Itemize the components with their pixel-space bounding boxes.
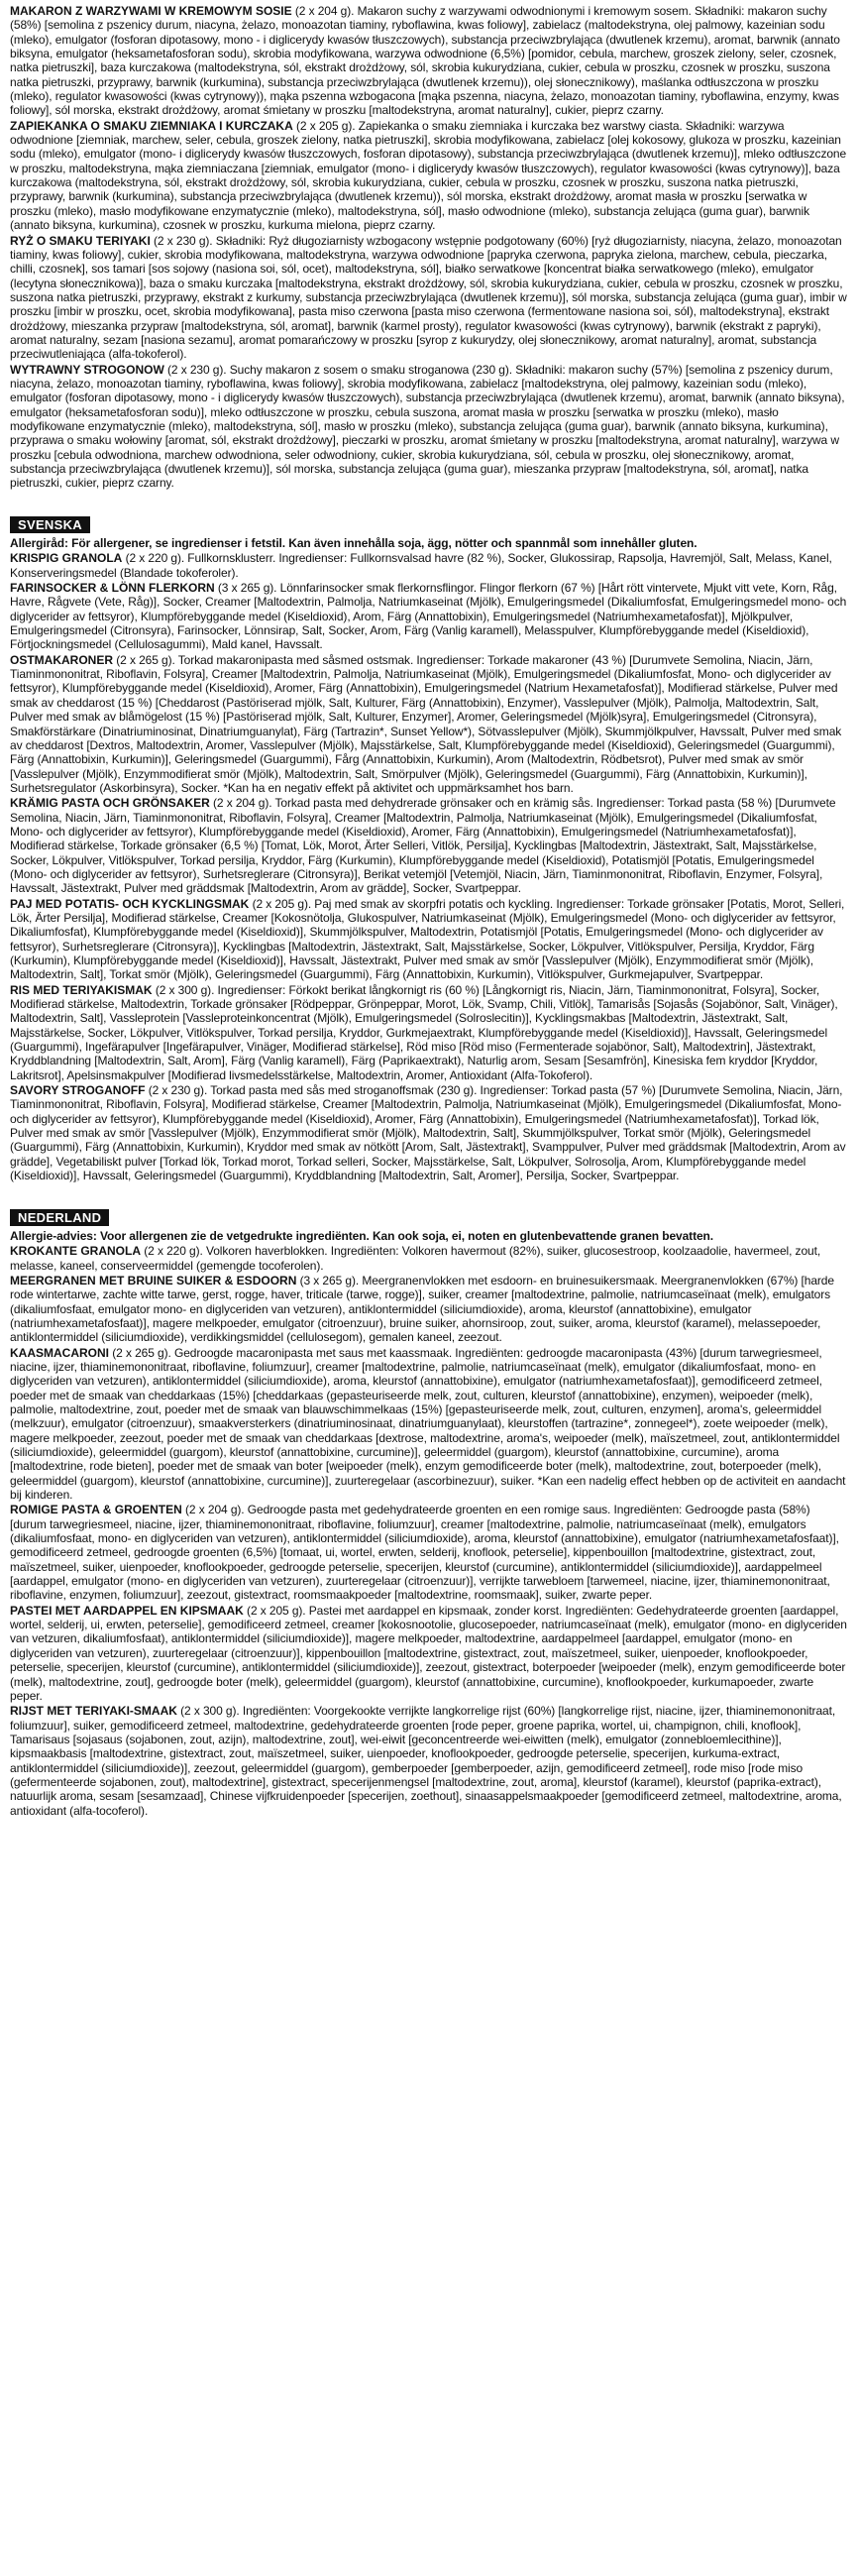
product-ingredients: (2 x 300 g). Ingredienser: Förkokt berikat långkornigt ris (60 %) [Långkornigt ris, Niacin, Järn, Tiaminmononitrat, Folsyra], Socker, Modifierad stärkelse, Maltodextrin, Torkade grönsaker [Rödpeppar, Grönpeppar, Morot, Lök, Svamp, Chili, Vitlök], Tamarisås [Sojasås (Sojabönor, Salt, Vinäger), Maltodextrin, Salt], Vassleprotein [Vassleproteinkoncentrat (Mjölk), Emulgeringsmedel (Solroslecitin)], Kycklingsmakbas [Maltodextrin, Jästextrakt, Salt, Majsstärkelse, Socker, Lökpulver, Vitlökspulver, Torkad persilja, Kryddor, Gurkmejaextrakt, Klumpförebyggande medel (Kiseldioxid)], Havssalt, Geleringsmedel (Guargummi), Ingefärapulver [Ingefärapulver, Vinäger, Modifierad stärkelse], Röd miso [Röd miso (Fermenterade sojabönor, Salt), Maltodextrin], Jästextrakt, Kryddblandning [Maltodextrin, Salt, Arom], Färg (Vanlig karamell), Färg (Paprikaextrakt), Naturlig arom, Sesam [Sesamfrön], Kinesiska fem kryddor [Kryddor, Lakritsrot], Apelsinsmakpulver [Modifierad livsmedelsstärkelse, Maltodextrin, Aromer, Antioxidant (Alfa-Tokoferol). xyxy=(10,982,838,1082)
product-entry xyxy=(10,653,849,795)
product-name: WYTRAWNY STROGONOW xyxy=(10,362,164,377)
product-name: RIJST MET TERIYAKI-SMAAK xyxy=(10,1704,177,1719)
product-entry xyxy=(10,119,849,233)
product-name: OSTMAKARONER xyxy=(10,652,113,667)
product-entry xyxy=(10,581,849,652)
product-entry xyxy=(10,1604,849,1703)
product-name: MEERGRANEN MET BRUINE SUIKER & ESDOORN xyxy=(10,1273,297,1288)
product-ingredients: (2 x 204 g). Makaron suchy z warzywami odwodnionymi i kremowym sosem. Składniki: makaron suchy (58%) [semolina z pszenicy durum, niacyna, żelazo, monoazotan tiaminy, ryboflawina, kwas foliowy], zabielacz (maltodekstryna, olej palmowy, kazeinian sodu (mleko), emulgator (fosforan dipotasowy, mono - i diglicerydy kwasów tłuszczowych), substancja przeciwzbrylająca (dwutlenek krzemu), aromat, barwnik (annato biksyna, emulgator (heksametafosforan sodu), skrobia modyfikowana, warzywa odwodnione (6,5%) [pomidor, cebula, marchew, groszek zielony, seler, czosnek, natka pietruszki], baza kurczakowa (maltodekstryna, sól, ekstrakt drożdżowy, sól, skrobia kukurydziana, cukier, cebula w proszku, czosnek w proszku, suszona natka pietruszki, przyprawy, barwnik (kurkumina), substancja przeciwzbrylająca (dwutlenek krzemu)), olej słonecznikowy), maślanka odtłuszczona w proszku (mleko), regulator kwasowości (kwas cytrynowy)), mąka pszenna wzbogacona [mąka pszenna, niacyna, żelazo, monoazotan tiaminy, ryboflawina, enzymy, kwas foliowy], sól morska, ekstrakt drożdżowy, aromat śmietany w proszku [maltodekstryna, aromat naturalny], cukier, pieprz czarny. xyxy=(10,4,840,118)
product-entry xyxy=(10,796,849,895)
product-entry xyxy=(10,983,849,1082)
product-ingredients: (2 x 230 g). Suchy makaron z sosem o smaku stroganowa (230 g). Składniki: makaron suchy (57%) [semolina z pszenicy durum, niacyna, żelazo, monoazotan tiaminy, ryboflawina, kwas foliowy], skrobia modyfikowana, zabielacz [maltodekstryna, olej palmowy, kazeinian sodu (mleko), emulgator (fosforan dipotasowy, mono - i diglicerydy kwasów tłuszczowych), substancja przeciwzbrylająca (dwutlenek krzemu), aromat, barwnik (annato biksyna), emulgator (heksametafosforan sodu)], mleko odtłuszczone w proszku, cebula suszona, aromat masła w proszku [serwatka w proszku (mleko), masło modyfikowane enzymatycznie (mleko), maltodekstryna, sól], masło w proszku (mleko), substancja zelująca (guma guar), barwnik (annato biksyna, kurkumina), przyprawa o smaku wołowiny [aromat, sól, ekstrakt drożdżowy], pieczarki w proszku, aromat śmietany w proszku [maltodekstryna, aromat naturalny], warzywa w proszku [cebula odwodniona, marchew odwodniona, seler odwodniony, cukier, skrobia kukurydziana, sól, cebula w proszku, olej słonecznikowy, aromat, substancja przeciwzbrylająca (dwutlenek krzemu)], sól morska, substancja zelująca (guma guar), mieszanka przypraw [maltodekstryna, sól, aromat], natka pietruszki, cukier, pieprz czarny. xyxy=(10,362,845,491)
product-name: SAVORY STROGANOFF xyxy=(10,1083,146,1098)
product-ingredients: (2 x 205 g). Pastei met aardappel en kipsmaak, zonder korst. Ingrediënten: Gedehydrateerde groenten [aardappel, wortel, selderij, ui, erwten, peterselie], gemodificeerd zetmeel, creamer [kokosnootolie, glucosepoeder, natriumcaseïnaat (melk), emulgator (mono- en diglyceriden van vetzuren, dikaliumfosfaat), antiklontermiddel (siliciumdioxide)], magere melkpoeder, maltodextrine, aardappelmeel [aardappel, emulgator (mono- en diglyceriden van vetzuren), zuurteregelaar (citroenzuur)], kippenbouillon [maltodextrine, gistextract, zout, maïszetmeel, suiker, uienpoeder, knoflookpoeder, peterselie, specerijen, kleurstof (curcumine), antiklontermiddel (siliciumdioxide)], zeezout, gistextract, boterpoeder [weipoeder (melk), enzym gemodificeerde boter (melk), maltodextrine, zout], gedroogde boter (melk), geleermiddel (guargom), kleurstof (annattobixine, curcumine), knoflookpoeder, kurkumapoeder, zwarte peper. xyxy=(10,1603,847,1703)
section-swedish xyxy=(10,512,849,1183)
product-entry xyxy=(10,363,849,491)
product-entry xyxy=(10,234,849,362)
product-name: KROKANTE GRANOLA xyxy=(10,1244,141,1259)
product-entry xyxy=(10,1503,849,1602)
product-name: PASTEI MET AARDAPPEL EN KIPSMAAK xyxy=(10,1603,244,1618)
language-header: NEDERLAND xyxy=(10,1209,109,1226)
product-ingredients: (3 x 265 g). Lönnfarinsocker smak flerkornsflingor. Flingor flerkorn (67 %) [Hårt rött vintervete, Mjukt vitt vete, Korn, Råg, Havre, Rågvete (Vete, Råg)], Socker, Creamer [Maltodextrin, Palmolja, Natriumkaseinat (Mjölk), Emulgeringsmedel (Dikaliumfosfat, Emulgeringsmedel mono- och diglycerider av fettsyror), Klumpförebyggande medel (Kiseldioxid), Arom, Färg (Annattobixin), Emulgeringsmedel (Natriumhexametafosfat)], Mjölkpulver, Emulgeringsmedel (Citronsyra), Farinsocker, Lönnsirap, Salt, Socker, Arom, Färg (Vanlig karamell), Melasspulver, Klumpförebyggande medel (Kiseldioxid), Förtjockningsmedel (Cellulosagummi), Mald kanel, Havssalt. xyxy=(10,581,847,652)
product-name: ROMIGE PASTA & GROENTEN xyxy=(10,1503,182,1517)
product-ingredients: (2 x 205 g). Paj med smak av skorpfri potatis och kyckling. Ingredienser: Torkade grönsaker [Potatis, Morot, Selleri, Lök, Ärter Persilja], Modifierad stärkelse, Creamer [Kokosnötolja, Glukospulver, Natriumkaseinat (Mjölk), Emulgeringsmedel (Mono- och diglycerider av fettsyror, Dikaliumfosfat), Klumpförebyggande medel (Kiseldioxid)], Skummjölkspulver, Maltodextrin, Potatismjöl [Potatis, Emulgeringsmedel (Mono- och diglycerider av fettsyror), Surhetsreglerare (Citronsyra)], Kycklingbas [Maltodextrin, Jästextrakt, Salt, Majsstärkelse, Socker, Lökpulver, Vitlökspulver, Persilja, Kryddor, Färg (Kurkumin), Klumpförebyggande medel (Kiseldioxid)], Havssalt, Jästextrakt, Pulver med smak av smör [Vasslepulver (Mjölk), Enzymmodifierat smör (Mjölk), Maltodextrin, Salt], Torkat smör (Mjölk), Geleringsmedel (Guargummi), Färg (Annattobixin, Kurkumin), Vitlökspulver, Gurkmejapulver, Svartpeppar. xyxy=(10,896,845,982)
section-polish xyxy=(10,4,849,491)
product-name: ZAPIEKANKA O SMAKU ZIEMNIAKA I KURCZAKA xyxy=(10,118,293,133)
product-entry xyxy=(10,1244,849,1273)
product-entry xyxy=(10,551,849,580)
product-entry xyxy=(10,897,849,982)
product-ingredients: (2 x 204 g). Torkad pasta med dehydrerade grönsaker och en krämig sås. Ingredienser: Torkad pasta (58 %) [Durumvete Semolina, Niacin, Järn, Tiaminmononitrat, Riboflavin, Folsyra], Creamer [Maltodextrin, Palmolja, Natriumkaseinat (Mjölk), Emulgeringsmedel (Dikaliumfosfat, Mono- och diglycerider av fettsyror), Klumpförebyggande medel (Kiseldioxid), Aromer, Färg (Annattobixin), Emulgeringsmedel (Natriumhexametafosfat)], Modifierad stärkelse, Torkade grönsaker (6,5 %) [Tomat, Lök, Morot, Ärter Selleri, Vitlök, Persilja], Kycklingbas [Maltodextrin, Jästextrakt, Salt, Majsstärkelse, Socker, Lökpulver, Vitlökspulver, Torkad persilja, Kryddor, Färg (Kurkumin), Klumpförebyggande medel (Kiseldioxid), Potatismjöl [Potatis, Emulgeringsmedel (Mono- och diglycerider av fettsyror), Surhetsreglerare (Citronsyra)], Berikat vetemjöl [Vetemjöl, Niacin, Järn, Tiaminmononitrat, Riboflavin, Enzymer, Folsyra], Havssalt, Jästextrakt, Pulver med gräddsmak [Maltodextrin, Arom av grädde], Socker, Svartpeppar. xyxy=(10,796,836,896)
product-entry xyxy=(10,1083,849,1182)
product-name: KRÄMIG PASTA OCH GRÖNSAKER xyxy=(10,796,210,811)
product-name: PAJ MED POTATIS- OCH KYCKLINGSMAK xyxy=(10,896,250,911)
product-name: RYŻ O SMAKU TERIYAKI xyxy=(10,233,151,248)
product-name: RIS MED TERIYAKISMAK xyxy=(10,982,153,997)
allergy-advice: Allergie-advies: Voor allergenen zie de vetgedrukte ingrediënten. Kan ook soja, ei, noten en glutenbevattende granen bevatten. xyxy=(10,1228,714,1243)
product-entry xyxy=(10,1274,849,1345)
product-ingredients: (2 x 220 g). Fullkornsklusterr. Ingredienser: Fullkornsvalsad havre (82 %), Socker, Glukossirap, Rapsolja, Havremjöl, Salt, Melass, Kanel, Konserveringsmedel (Blandade tokoferoler). xyxy=(10,551,832,580)
product-ingredients: (2 x 230 g). Torkad pasta med sås med stroganoffsmak (230 g). Ingredienser: Torkad pasta (57 %) [Durumvete Semolina, Niacin, Järn, Tiaminmononitrat, Riboflavin, Folsyra], Modifierad stärkelse, Creamer [Maltodextrin, Palmolja, Natriumkaseinat (Mjölk), Emulgeringsmedel (Dikaliumfosfat, Mono- och diglycerider av fettsyror), Klumpförebyggande medel (Kiseldioxid), Aromer, Färg (Annattobixin), Emulgeringsmedel (Natriumhexametafosfat)], Torkad lök, Pulver med smak av smör [Vasslepulver (Mjölk), Enzymmodifierat smör (Mjölk), Maltodextrin, Salt], Skummjölkspulver, Torkat smör (Mjölk), Geleringsmedel (Guargummi), Färg (Annattobixin, Kurkumin), Kryddor med smak av nötkött [Arom, Salt, Jästextrakt], Svamppulver, Pulver med gräddsmak [Maltodextrin, Arom av grädde], Vegetabiliskt pulver [Torkad lök, Torkad morot, Torkad selleri, Socker, Majsstärkelse, Salt, Lökpulver, Solrosolja, Arom, Klumpförebyggande medel (Kiseldioxid)], Havssalt, Geleringsmedel (Guargummi), Kryddblandning [Maltodextrin, Salt, Aromer], Persilja, Socker, Svartpeppar. xyxy=(10,1083,846,1183)
product-name: KRISPIG GRANOLA xyxy=(10,551,123,566)
product-ingredients: (2 x 265 g). Gedroogde macaronipasta met saus met kaassmaak. Ingrediënten: gedroogde macaronipasta (43%) [durum tarwegriesmeel, niacine, ijzer, thiaminemononitraat, riboflavine, foliumzuur], creamer [maltodextrine, palmolie, natriumcaseïnaat (melk), emulgator (dikaliumfosfaat, mono- en diglyceriden van vetzuren), antiklontermiddel (siliciumdioxide), aroma, kleurstof (annattobixine), emulgator (natriumhexametafosfaat)], gemodificeerd zetmeel, poeder met de smaak van cheddarkaas (15%) [cheddarkaas (gepasteuriseerde melk, zout, culturen, kleurstof (annattobixine), enzymen), weipoeder (melk), palmolie, maltodextrine, zout, poeder met de smaak van blauwschimmelkaas (15%) [gepasteuriseerde melk, zout, culturen, enzymen], aroma's, geleermiddel (melkzuur), emulgator (citroenzuur), smaakversterkers (dinatriuminosinaat, dinatriumguanylaat), kleurstoffen (tartrazine*, zonnegeel*), zoete weipoeder (melk), magere melkpoeder, zeezout, poeder met de smaak van cheddarkaas [dextrose, maltodextrine, aroma's, weipoeder (melk), maïszetmeel, zout, antiklontermiddel (siliciumdioxide), geleermiddel (guargom), kleurstof (annattobixine, curcumine)], geleermiddel (guargom), kleurstof (annattobixine, curcumine), aroma [maltodextrine, rode bieten], poeder met de smaak van boter [weipoeder (melk), enzym gemodificeerde boter (melk), maltodextrine, zout, boterpoeder (melk), geleermiddel (guargom), kleurstof (annattobixine, curcumine)], zuurteregelaar (ascorbinezuur), suiker. *Kan een nadelig effect hebben op de activiteit en aandacht bij kinderen. xyxy=(10,1345,846,1503)
product-name: FARINSOCKER & LÖNN FLERKORN xyxy=(10,581,215,596)
product-ingredients: (2 x 265 g). Torkad makaronipasta med såsmed ostsmak. Ingredienser: Torkade makaroner (43 %) [Durumvete Semolina, Niacin, Järn, Tiaminmononitrat, Riboflavin, Folsyra], Creamer [Maltodextrin, Palmolja, Natriumkaseinat (Mjölk), Emulgeringsmedel (Dikaliumfosfat, Mono- och diglycerider av fettsyror), Klumpförebyggande medel (Kiseldioxid), Aromer, Färg (Annattobixin), Emulgeringsmedel (Natrium Hexametafosfat)], Modifierad stärkelse, Pulver med smak av cheddarost (15 %) [Cheddarost (Pastöriserad mjölk, Salt, Kulturer, Färg (Annattobixin), Enzymer), Vasslepulver (Mjölk), Palmolja, Maltodextrin, Salt, Pulver med smak av blåmögelost (15 %) [Pastöriserad mjölk, Salt, Kulturer, Enzymer], Aromer, Geleringsmedel (Mjölk)syra], Emulgeringsmedel (Citronsyra), Smakförstärkare (Dinatriuminosinat, Dinatriumguanylat), Färg (Tartrazin*, Sunset Yellow*), Sötvasslepulver (Mjölk), Skummjölkpulver, Havssalt, Pulver med smak av cheddarost [Dextros, Maltodextrin, Aromer, Vasslepulver (Mjölk), Majsstärkelse, Salt, Klumpförebyggande medel (Kiseldioxid), Geleringsmedel (Guargummi), Färg (Annattobixin, Kurkumin)], Geleringsmedel (Guargummi), Fårg (Annattobixin, Kurkumin), Arom (Maltodextrin, Rödbetsrot), Pulver med smak av smör [Vasslepulver (Mjölk), Enzymmodifierat smör (Mjölk), Maltodextrin, Salt, Smörpulver (Mjölk), Geleringsmedel (Guargummi), Färg (Annattobixin, Kurkumin)], Surhetsregulator (Askorbinsyra), Socker. *Kan ha en negativ effekt på aktivitet och uppmärksamhet hos barn. xyxy=(10,652,842,795)
product-ingredients: (2 x 220 g). Volkoren haverblokken. Ingrediënten: Volkoren havermout (82%), suiker, glucosestroop, koolzaadolie, havermeel, zout, melasse, kaneel, conserveermiddel (gemengde tocoferolen). xyxy=(10,1244,821,1273)
product-name: MAKARON Z WARZYWAMI W KREMOWYM SOSIE xyxy=(10,4,292,18)
product-entry xyxy=(10,1346,849,1503)
product-ingredients: (2 x 204 g). Gedroogde pasta met gedehydrateerde groenten en een romige saus. Ingrediënten: Gedroogde pasta (58%) [durum tarwegriesmeel, niacine, ijzer, thiaminemononitraat, riboflavine, foliumzuur], creamer [maltodextrine, palmolie, natriumcaseïnaat (melk), emulgators (dikaliumfosfaat, mono- en diglyceriden van vetzuren), antiklontermiddel (siliciumdioxide), aroma, kleurstof (annattobixine), emulgator (natriumhexametafosfaat)], gemodificeerd zetmeel, gedroogde groenten (6,5%) [tomaat, ui, wortel, erwten, selderij, knoflook, peterselie], kippenbouillon [maltodextrine, gistextract, zout, maïszetmeel, suiker, uienpoeder, knoflookpoeder, gedroogde peterselie, specerijen, kleurstof (curcumine), antiklontermiddel (siliciumdioxide)], aardappelmeel [aardappel, emulgator (mono- en diglyceriden van vetzuren), zuurteregelaar (citroenzuur)], verrijkte tarwebloem [tarwemeel, niacine, ijzer, thiaminemononitraat, riboflavine, enzymen, foliumzuur], zeezout, gistextract, roomsmaakpoeder [maltodextrine, roomsmaak], suiker, zwarte peper. xyxy=(10,1503,839,1603)
section-dutch xyxy=(10,1205,849,1818)
product-entry xyxy=(10,4,849,118)
allergy-advice: Allergiråd: För allergener, se ingredienser i fetstil. Kan även innehålla soja, ägg, nötter och spannmål som innehåller gluten. xyxy=(10,536,698,551)
product-ingredients: (2 x 205 g). Zapiekanka o smaku ziemniaka i kurczaka bez warstwy ciasta. Składniki: warzywa odwodnione [ziemniak, marchew, seler, cebula, groszek zielony, natka pietruszki], skrobia modyfikowana, zabielacz [olej kokosowy, glukoza w proszku, kazeinian sodu (mleko), emulgator (mono- i diglicerydy kwasów tłuszczowych, fosforan dipotasowy), substancja przeciwzbrylająca (dwutlenek krzemu)], mleko odtłuszczone w proszku, maltodekstryna, mąka ziemniaczana [ziemniak, emulgator (mono- i diglicerydy kwasów tłuszczowych), regulator kwasowości (kwas cytrynowy)], baza kurczakowa (maltodekstryna, sól, ekstrakt drożdżowy, sól, skrobia kukurydziana, cukier, cebula w proszku, czosnek w proszku, suszona natka pietruszki, przyprawy, barwnik (kurkumina), substancja przeciwzbrylająca (dwutlenek krzemu)), sól morska, ekstrakt drożdżowy, aromat masła w proszku [serwatka w proszku (mleko), masło modyfikowane enzymatycznie (mleko), maltodekstryna, sól], masło odwodnione (mleko), substancja zelująca (guma guar), barwnik (annato biksyna, kurkumina), czosnek w proszku, kurkuma mielona, pieprz czarny. xyxy=(10,118,847,233)
product-name: KAASMACARONI xyxy=(10,1345,109,1360)
product-ingredients: (2 x 300 g). Ingrediënten: Voorgekookte verrijkte langkorrelige rijst (60%) [langkorrelige rijst, niacine, ijzer, thiaminemononitraat, foliumzuur], suiker, gemodificeerd zetmeel, maltodextrine, gedehydrateerde groenten [rode peper, groene paprika, wortel, ui, champignon, chili, knoflook], Tamarisaus [sojasaus (sojabonen, zout, azijn), maltodextrine, zout], wei-eiwit [geconcentreerde wei-eiwitten (melk), emulgator (zonnebloemlecithine)], kipsmaakbasis [maltodextrine, gistextract, zout, maïszetmeel, suiker, uienpoeder, knoflookpoeder, gedroogde peterselie, specerijen, kurkuma-extract, antiklontermiddel (siliciumdioxide)], zeezout, geleermiddel (guargom), gemberpoeder [gemberpoeder, azijn, gemodificeerd zetmeel], rode miso [rode miso (gefermenteerde sojabonen, zout), maltodextrine], gistextract, specerijenmengsel [maltodextrine, zout, aroma], kleurstof (karamel), kleurstof (paprika-extract), natuurlijk aroma, sesam [sesamzaad], Chinese vijfkruidenpoeder [specerijen, zoethout], sinaasappelsmaakpoeder [gemodificeerd zetmeel, maltodextrine, aroma, antioxidant (alfa-tocoferol). xyxy=(10,1704,842,1818)
product-entry xyxy=(10,1704,849,1818)
product-ingredients: (2 x 230 g). Składniki: Ryż długoziarnisty wzbogacony wstępnie podgotowany (60%) [ryż długoziarnisty, niacyna, żelazo, monoazotan tiaminy, kwas foliowy], cukier, skrobia modyfikowana, maltodekstryna, warzywa odwodnione [papryka czerwona, papryka zielona, marchew, cebula, pieczarka, chilli, czosnek], sos tamari [sos sojowy (nasiona soi, sól, ocet), maltodekstryna, sól], białko serwatkowe [koncentrat białka serwatkowego (mleko), emulgator (lecytyna słonecznikowa)], baza o smaku kurczaka [maltodekstryna, ekstrakt drożdżowy, sól, skrobia kukurydziana, cukier, cebula w proszku, czosnek w proszku, suszona natka pietruszki, przyprawy, ekstrakt z kurkumy, substancja przeciwzbrylająca (dwutlenek krzemu)], sól morska, substancja zelująca (guma guar), imbir w proszku [imbir w proszku, ocet, skrobia modyfikowana], pasta miso czerwona [pasta miso czerwona (fermentowane nasiona soi, sól), maltodekstryna], ekstrakt drożdżowy, mieszanka przypraw [maltodekstryna, sól, aromat], barwnik (karmel prosty), regulator kwasowości (kwas cytrynowy), barwnik (ekstrakt z papryki), aromat naturalny, sezam [nasiona sezamu], aromat pomarańczowy w proszku [syrop z kukurydzy, olej słonecznikowy, aromat naturalny], aromat, substancja przeciwutleniająca (alfa-tokoferol). xyxy=(10,233,847,362)
language-header: SVENSKA xyxy=(10,516,90,533)
product-ingredients: (3 x 265 g). Meergranenvlokken met esdoorn- en bruinesuikersmaak. Meergranenvlokken (67%) [harde rode wintertarwe, zachte witte tarwe, gerst, rogge, haver, triticale (tarwe, rogge)], suiker, creamer [maltodextrine, palmolie, natriumcaseïnaat (melk), emulgators (dikaliumfosfaat, emulgator mono- en diglyceriden van vetzuren), antiklontermiddel (siliciumdioxide), aroma, kleurstof (annattobixine), emulgator (natriumhexametafosfaat)], magere melkpoeder, emulgator (citroenzuur), bruine suiker, ahornsiroop, zout, suiker, aroma, kleurstof (karamel), melassepoeder, antiklontermiddel (siliciumdioxide), verdikkingsmiddel (cellulosegom), gemalen kaneel, zeezout. xyxy=(10,1273,834,1345)
